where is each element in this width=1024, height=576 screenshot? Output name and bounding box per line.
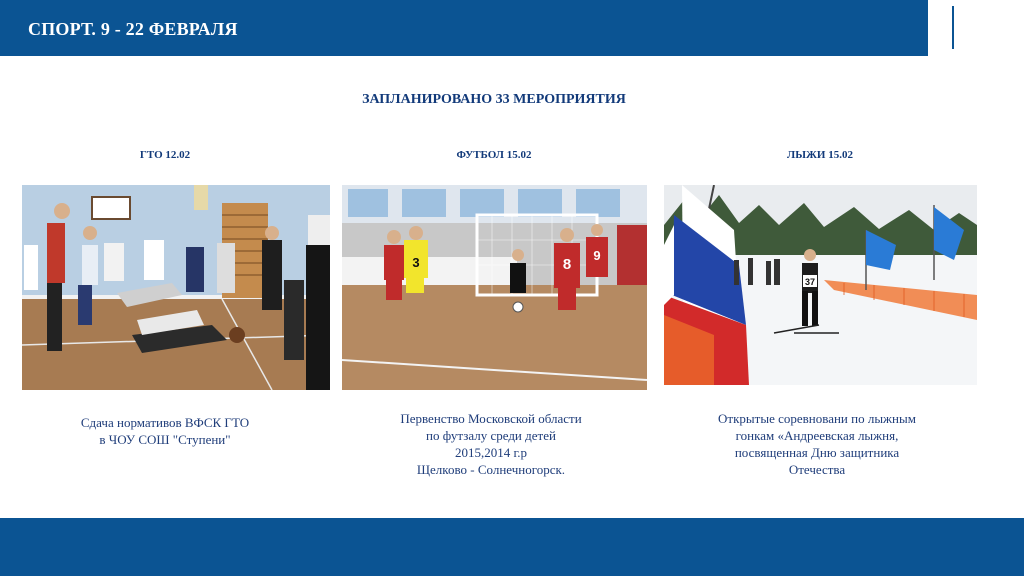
- footer-bar: [0, 518, 1024, 576]
- column-title-ski: ЛЫЖИ 15.02: [787, 149, 853, 161]
- jersey-number-8: 8: [562, 256, 572, 273]
- caption-line: гонкам «Андреевская лыжня,: [735, 428, 899, 443]
- ski-bib-number: 37: [804, 277, 816, 287]
- photo-football: [342, 185, 647, 390]
- caption-line: Щелково - Солнечногорск.: [416, 462, 566, 477]
- column-title-gto: ГТО 12.02: [139, 149, 191, 161]
- caption-line: в ЧОУ СОШ "Ступени": [99, 432, 231, 447]
- photo-gto: [22, 185, 330, 390]
- caption-ski: [660, 410, 974, 478]
- caption-line: Сдача нормативов ВФСК ГТО: [80, 415, 250, 430]
- caption-line: посвященная Дню защитника: [734, 445, 900, 460]
- jersey-number-3: 3: [412, 255, 420, 270]
- caption-line: 2015,2014 г.р: [454, 445, 528, 460]
- header-divider: [952, 6, 954, 49]
- caption-line: Отечества: [788, 462, 846, 477]
- caption-line: по футзалу среди детей: [426, 428, 556, 443]
- caption-football: [334, 410, 648, 478]
- page-title: СПОРТ. 9 - 22 ФЕВРАЛЯ: [28, 19, 238, 39]
- jersey-number-9: 9: [593, 248, 601, 263]
- caption-line: Открытые соревновани по лыжным: [718, 411, 916, 426]
- caption-line: Первенство Московской области: [400, 411, 582, 426]
- header-bar: [0, 0, 928, 56]
- column-title-football: ФУТБОЛ 15.02: [456, 149, 532, 161]
- photo-ski: [664, 185, 977, 385]
- caption-gto: [8, 414, 322, 448]
- events-heading: ЗАПЛАНИРОВАНО 33 МЕРОПРИЯТИЯ: [362, 92, 626, 107]
